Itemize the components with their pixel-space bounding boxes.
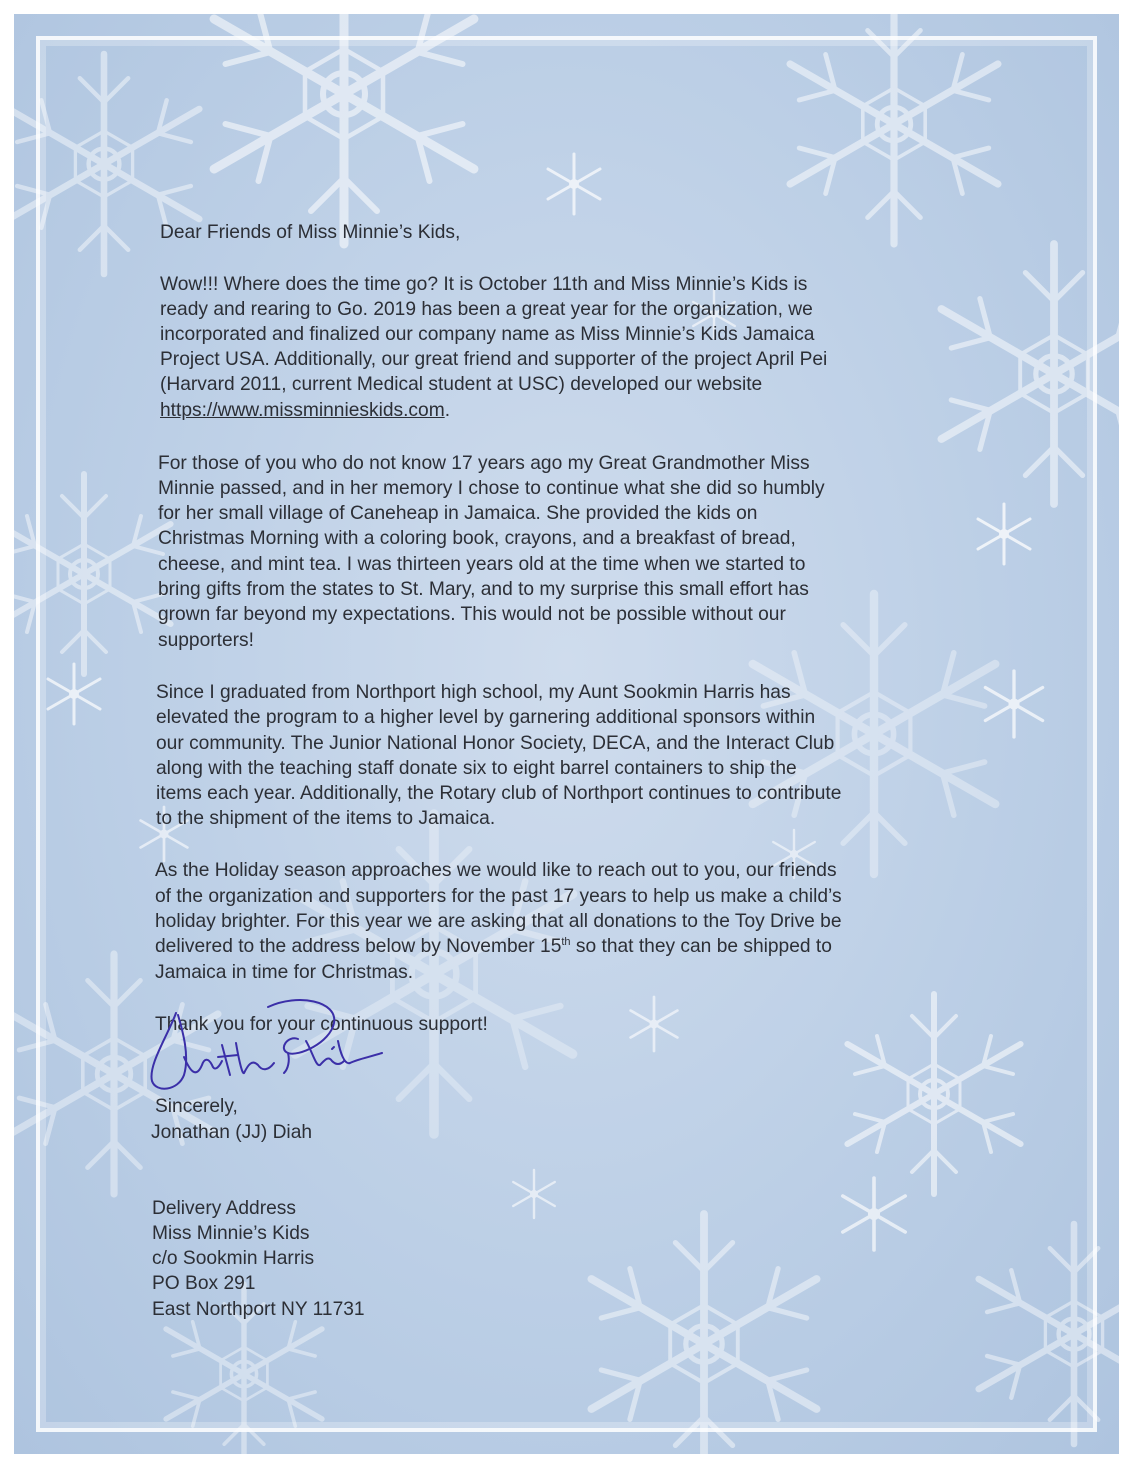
paragraph-line — [160, 398, 450, 424]
paragraph-line: supporters! — [158, 630, 254, 651]
paragraph-line: For those of you who do not know 17 years ago my Great Grandmother Miss — [158, 453, 810, 474]
paragraph-line: As the Holiday season approaches we would like to reach out to you, our friends — [155, 860, 837, 881]
paragraph-line: to the shipment of the items to Jamaica. — [156, 808, 496, 829]
paragraph-line: Jamaica in time for Christmas. — [155, 962, 414, 983]
paragraph-line: our community. The Junior National Honor Society, DECA, and the Interact Club — [156, 733, 835, 754]
paragraph-line: elevated the program to a higher level by garnering additional sponsors within — [156, 707, 816, 728]
address-line: Miss Minnie’s Kids — [152, 1223, 310, 1244]
paragraph-line: cheese, and mint tea. I was thirteen years old at the time when we started to — [158, 554, 806, 575]
paragraph-line: Christmas Morning with a coloring book, crayons, and a breakfast of bread, — [158, 528, 796, 549]
paragraph-line: ready and rearing to Go. 2019 has been a great year for the organization, we — [160, 299, 813, 320]
signature-icon — [138, 995, 388, 1105]
address-heading: Delivery Address — [152, 1198, 296, 1219]
paragraph-text: delivered to the address below by November 15 — [155, 936, 562, 957]
address-line: East Northport NY 11731 — [152, 1299, 365, 1320]
website-link[interactable]: https://www.missminnieskids.com — [160, 400, 445, 421]
paragraph-line: items each year. Additionally, the Rotary club of Northport continues to contribute — [156, 783, 842, 804]
thanks-line: Thank you for your continuous support! — [155, 1014, 488, 1035]
paragraph-line: Minnie passed, and in her memory I chose to continue what she did so humbly — [158, 478, 825, 499]
paragraph-line: holiday brighter. For this year we are asking that all donations to the Toy Drive be — [155, 911, 842, 932]
greeting: Dear Friends of Miss Minnie’s Kids, — [160, 222, 461, 243]
paragraph-line: grown far beyond my expectations. This would not be possible without our — [158, 604, 786, 625]
paragraph-line: Wow!!! Where does the time go? It is October 11th and Miss Minnie’s Kids is — [160, 274, 808, 295]
closing: Sincerely, — [155, 1096, 238, 1117]
address-line: PO Box 291 — [152, 1273, 256, 1294]
paragraph-line: (Harvard 2011, current Medical student at USC) developed our website — [160, 374, 763, 395]
paragraph-line: along with the teaching staff donate six to eight barrel containers to ship the — [156, 758, 797, 779]
ordinal-suffix: th — [561, 936, 571, 948]
paragraph-line: incorporated and finalized our company name as Miss Minnie’s Kids Jamaica — [160, 324, 815, 345]
paragraph-line: for her small village of Caneheap in Jamaica. She provided the kids on — [158, 503, 758, 524]
paragraph-text: so that they can be shipped to — [570, 936, 832, 957]
paragraph-line — [155, 934, 832, 960]
paragraph-line: Since I graduated from Northport high school, my Aunt Sookmin Harris has — [156, 682, 791, 703]
address-line: c/o Sookmin Harris — [152, 1248, 315, 1269]
paragraph-line: bring gifts from the states to St. Mary, and to my surprise this small effort has — [158, 579, 809, 600]
paragraph-line: of the organization and supporters for the past 17 years to help us make a child’s — [155, 886, 842, 907]
paragraph-line: Project USA. Additionally, our great friend and supporter of the project April Pei — [160, 349, 828, 370]
punctuation: . — [444, 400, 451, 421]
sender-name: Jonathan (JJ) Diah — [151, 1122, 313, 1143]
